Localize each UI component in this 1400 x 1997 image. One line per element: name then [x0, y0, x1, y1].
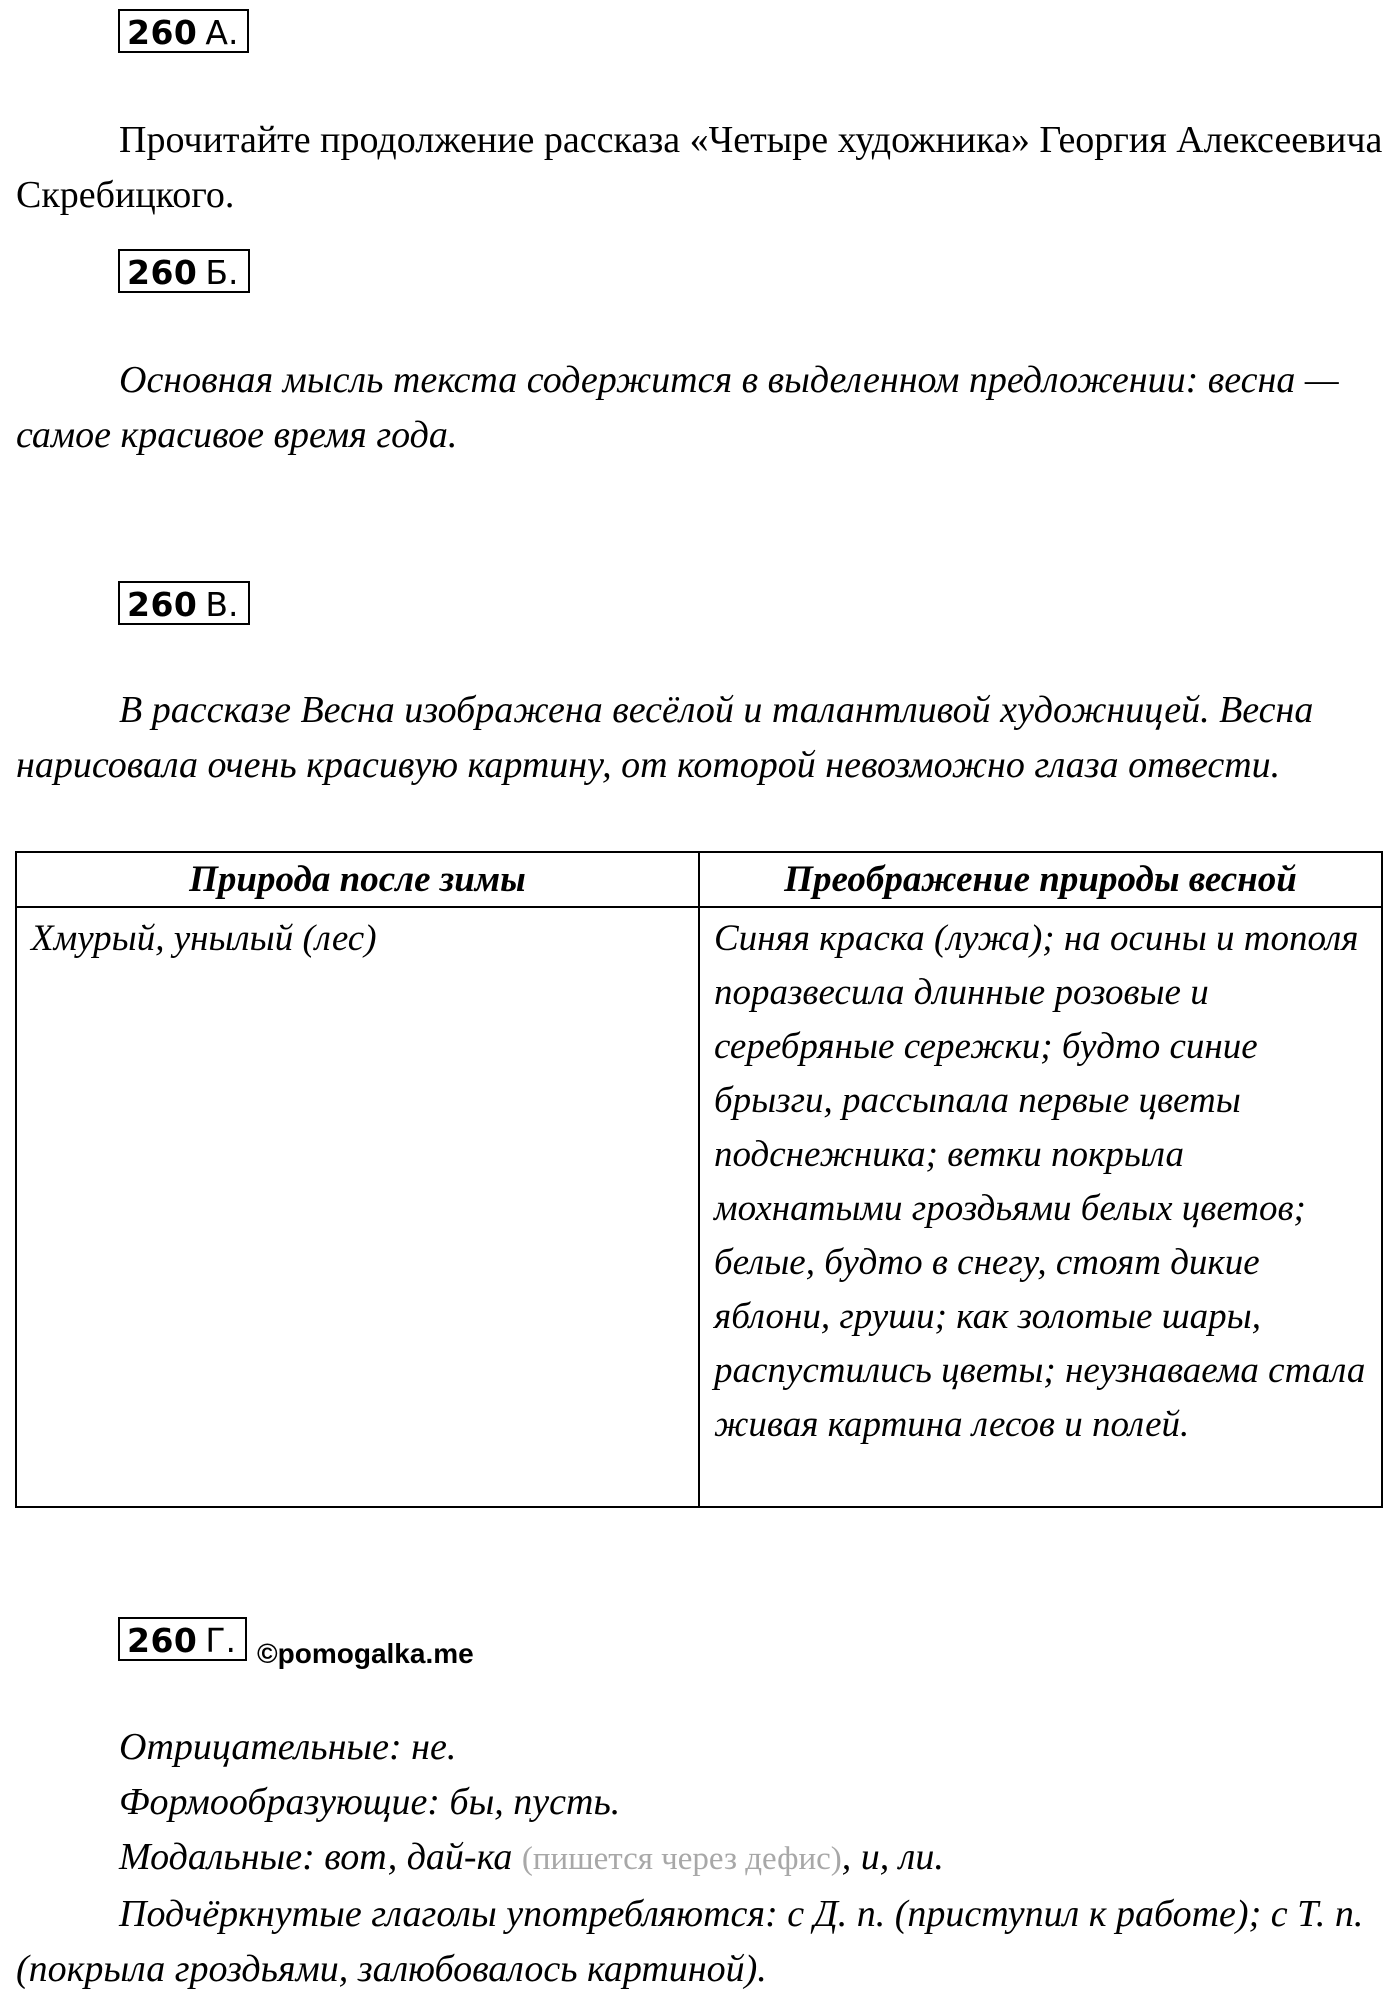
- exercise-letter: А.: [205, 13, 239, 52]
- table-cell-after-winter: Хмурый, унылый (лес): [16, 907, 699, 1507]
- exercise-b-text: Основная мысль текста содержится в выделенном предложении: весна — самое красивое время года.: [16, 359, 1339, 456]
- exercise-v-text: В рассказе Весна изображена весёлой и талантливой художницей. Весна нарисовала очень красивую картину, от которой невозможно глаза отвести.: [16, 689, 1314, 786]
- exercise-number-badge-v: [118, 581, 250, 625]
- table-header-row: [16, 852, 1382, 907]
- table-cell-spring-transformation: Синяя краска (лужа); на осины и тополя поразвесила длинные розовые и серебряные сережки; будто синие брызги, рассыпала первые цветы подснежника; ветки покрыла мохнатыми гроздьями белых цветов; белые, будто в снегу, стоят дикие яблони, груши; как золотые шары, распустились цветы; неузнаваема стала живая картина лесов и полей.: [699, 907, 1382, 1507]
- table-row: [16, 907, 1382, 1507]
- exercise-number-badge-a: [118, 9, 249, 53]
- exercise-number: 260: [127, 1621, 198, 1660]
- exercise-number-badge-g: [118, 1617, 247, 1661]
- exercise-a-text: Прочитайте продолжение рассказа «Четыре художника» Георгия Алексеевича Скребицкого.: [16, 119, 1383, 216]
- exercise-letter: Г.: [205, 1621, 237, 1660]
- exercise-number: 260: [127, 585, 198, 624]
- exercise-g-text: [16, 1720, 1396, 1997]
- watermark: ©pomogalka.me: [257, 1638, 474, 1669]
- verbs-usage: Подчёркнутые глаголы употребляются: с Д. п. (приступил к работе); с Т. п. (покрыла гроздьями, залюбовалось картиной).: [16, 1893, 1364, 1990]
- hyphen-note: (пишется через дефис): [521, 1841, 842, 1877]
- particles-negative: Отрицательные: не.: [119, 1726, 457, 1768]
- nature-comparison-table: [15, 851, 1383, 1508]
- exercise-letter: Б.: [205, 253, 239, 292]
- particles-modal-text: Модальные: вот, дай-ка: [119, 1836, 522, 1878]
- exercise-number: 260: [127, 13, 198, 52]
- particles-modal-text-end: , и, ли.: [841, 1836, 944, 1878]
- table-header-after-winter: Природа после зимы: [16, 852, 699, 907]
- exercise-letter: В.: [205, 585, 239, 624]
- particles-formative: Формообразующие: бы, пусть.: [119, 1781, 621, 1823]
- exercise-number: 260: [127, 253, 198, 292]
- particles-modal: [16, 1830, 1396, 1887]
- exercise-number-badge-b: [118, 249, 250, 293]
- table-header-spring-transformation: Преображение природы весной: [699, 852, 1382, 907]
